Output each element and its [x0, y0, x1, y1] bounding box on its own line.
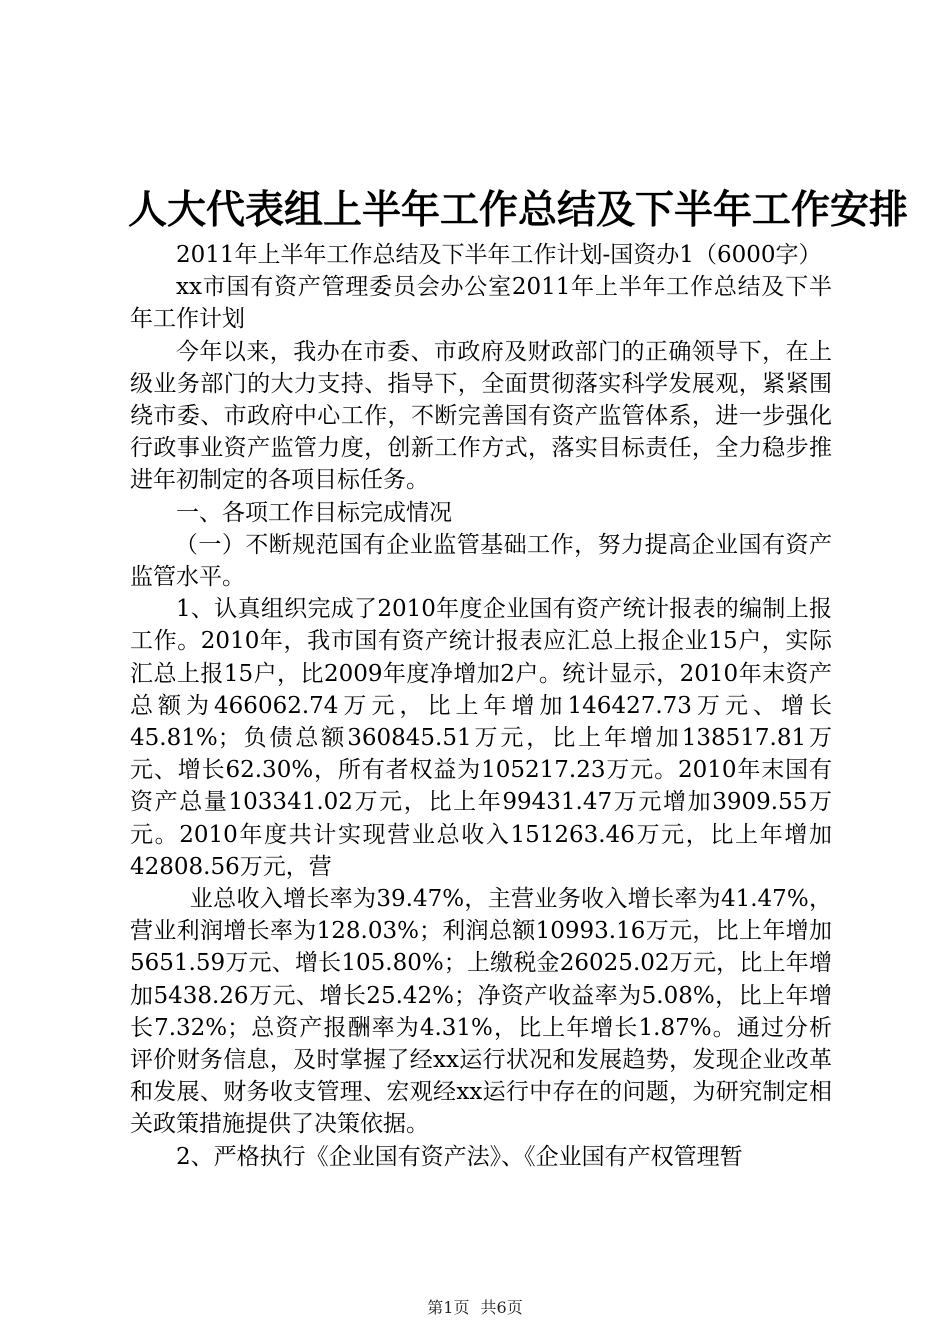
body-paragraph: 1、认真组织完成了2010年度企业国有资产统计报表的编制上报工作。2010年，我市国有资产统计报表应汇总上报企业15户，实际汇总上报15户，比2009年度净增加2户。统计显示，2010年末资产总额为466062.74万元，比上年增加146427.73万元、增长45.81%；负债总额360845.51万元，比上年增加138517.81万元、增长62.30%，所有者权益为105217.23万元。2010年末国有资产总量103341.02万元，比上年99431.47万元增加3909.55万元。2010年度共计实现营业总收入151263.46万元，比上年增加42808.56万元，营 — [130, 596, 832, 880]
document-title: 人大代表组上半年工作总结及下半年工作安排 — [128, 187, 909, 233]
subtitle-paragraph: 2011年上半年工作总结及下半年工作计划-国资办1（6000字） — [176, 242, 822, 268]
intro-paragraph: 今年以来，我办在市委、市政府及财政部门的正确领导下，在上级业务部门的大力支持、指导下，全面贯彻落实科学发展观，紧紧围绕市委、市政府中心工作，不断完善国有资产监管体系，进一步强化行政事业资产监管力度，创新工作方式，落实目标责任，全力稳步推进年初制定的各项目标任务。 — [130, 338, 832, 494]
page-footer — [0, 1297, 950, 1319]
section-heading: 一、各项工作目标完成情况 — [176, 499, 452, 526]
subsection-heading: （一）不断规范国有企业监管基础工作，努力提高企业国有资产监管水平。 — [130, 531, 832, 591]
body-paragraph: 2、严格执行《企业国有资产法》、《企业国有产权管理暂 — [176, 1143, 743, 1170]
page-total: 共6页 — [480, 1298, 523, 1317]
page-number: 第1页 — [427, 1298, 470, 1317]
document-body — [130, 239, 832, 1173]
heading-paragraph: xx市国有资产管理委员会办公室2011年上半年工作总结及下半年工作计划 — [130, 274, 832, 333]
body-paragraph: 业总收入增长率为39.47%，主营业务收入增长率为41.47%，营业利润增长率为128.03%；利润总额10993.16万元，比上年增加5651.59万元、增长105.80%；上缴税金26025.02万元，比上年增加5438.26万元、增长25.42%；净资产收益率为5.08%，比上年增长7.32%；总资产报酬率为4.31%，比上年增长1.87%。通过分析评价财务信息，及时掌握了经xx运行状况和发展趋势，发现企业改革和发展、财务收支管理、宏观经xx运行中存在的问题，为研究制定相关政策措施提供了决策依据。 — [130, 886, 832, 1138]
